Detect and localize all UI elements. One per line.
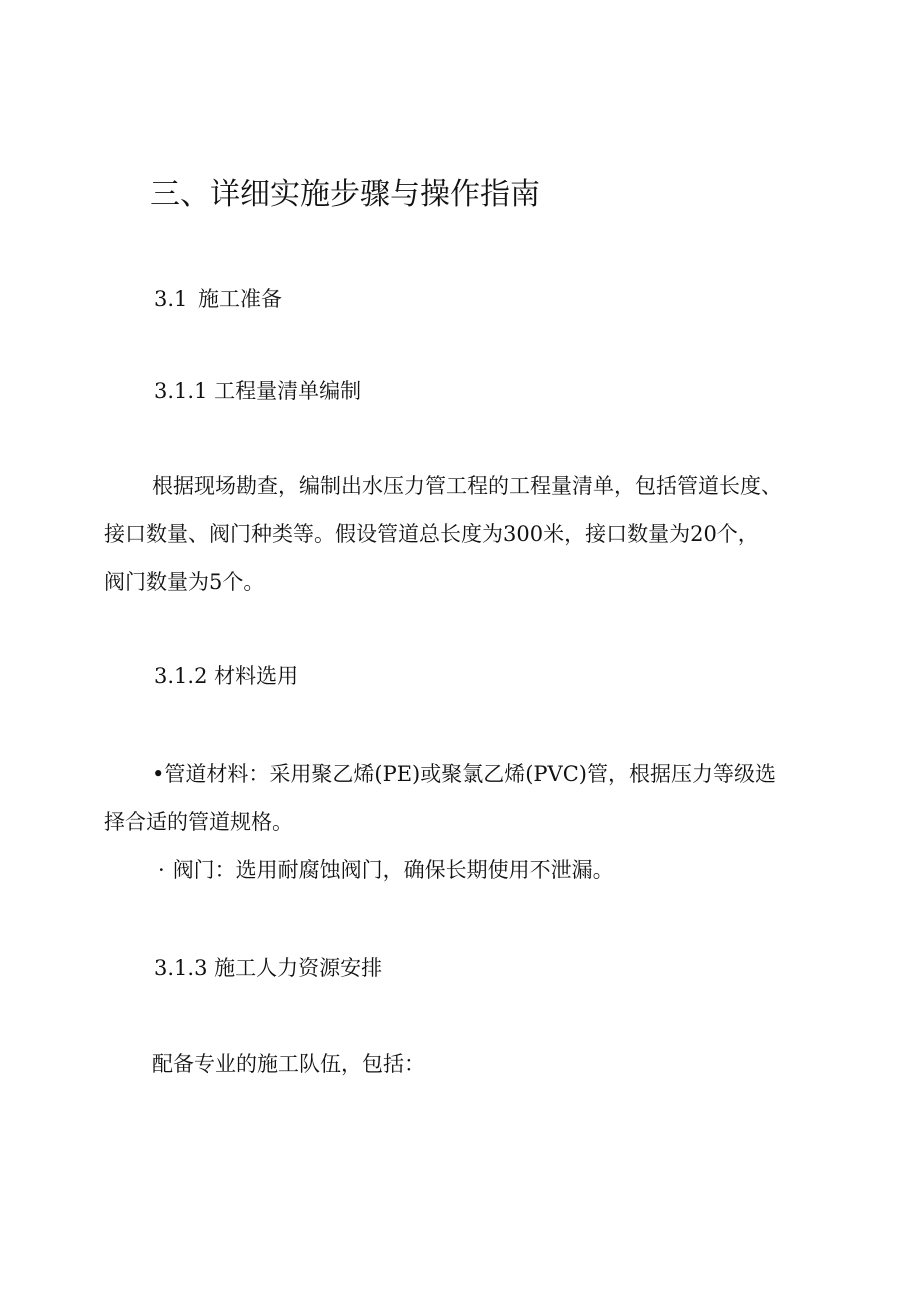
- section-3-1-3-heading: 3.1.3 施工人力资源安排: [154, 956, 383, 980]
- paragraph-line: 接口数量、阀门种类等。假设管道总长度为300米，接口数量为20个，: [104, 522, 759, 546]
- bullet-marker: ·: [158, 858, 165, 882]
- section-3-1-1-heading: 3.1.1 工程量清单编制: [154, 379, 362, 403]
- section-3-1-label: 施工准备: [198, 287, 282, 311]
- bullet-line: 阀门：选用耐腐蚀阀门，确保长期使用不泄漏。: [172, 858, 614, 882]
- section-3-1-1-paragraph: [104, 462, 824, 606]
- paragraph-line: 阀门数量为5个。: [104, 570, 265, 594]
- bullet-line: 管道材料：采用聚乙烯(PE)或聚氯乙烯(PVC)管，根据压力等级选: [164, 762, 776, 786]
- bullet-item-pipe-material: [152, 750, 776, 798]
- section-3-1-2-heading: 3.1.2 材料选用: [154, 664, 299, 688]
- paragraph-line: 根据现场勘查，编制出水压力管工程的工程量清单，包括管道长度、: [152, 474, 782, 498]
- section-3-1-heading: [154, 283, 282, 315]
- paragraph-line: 配备专业的施工队伍，包括：: [152, 1052, 425, 1076]
- bullet-item-pipe-material-continued: [104, 798, 293, 846]
- bullet-marker: •: [152, 762, 165, 786]
- section-title: 三、详细实施步骤与操作指南: [150, 177, 540, 212]
- section-3-1-number: 3.1: [154, 287, 188, 311]
- bullet-line: 择合适的管道规格。: [104, 810, 293, 834]
- bullet-item-valve: [158, 846, 614, 894]
- section-3-1-3-paragraph: [104, 1040, 824, 1088]
